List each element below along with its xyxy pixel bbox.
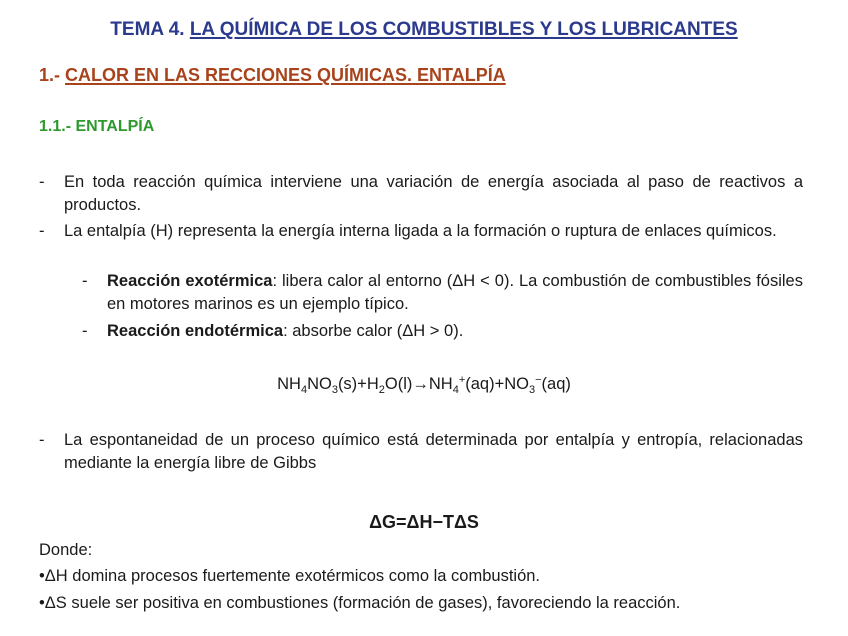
term-endothermic: Reacción endotérmica [107, 322, 284, 340]
bullet-text: La entalpía (H) representa la energía interna ligada a la formación o ruptura de enlaces químicos. [64, 222, 777, 240]
note-item: •ΔS suele ser positiva en combustiones (formación de gases), favoreciendo la reacción. [39, 594, 681, 612]
document-title [0, 19, 848, 41]
bullet-item [39, 171, 803, 216]
where-label: Donde: [39, 541, 93, 559]
bullet-item [39, 220, 803, 243]
chemical-equation: $NH_4NO_3(s)+H_2O(l)\to NH_4^+(aq)+NO_3^-(aq)$ [277, 374, 571, 396]
bullet-text: En toda reacción química interviene una variación de energía asociada al paso de reactivos a productos. [64, 173, 803, 214]
gibbs-equation: ΔG=ΔH−TΔS [369, 512, 479, 532]
sub-bullet-item [82, 270, 803, 315]
sub-bullet-item [82, 320, 803, 343]
bullet-dash: - [39, 173, 45, 191]
section-heading [39, 65, 506, 86]
title-prefix: TEMA 4. [110, 19, 185, 40]
bullet-item [39, 429, 803, 474]
term-exothermic: Reacción exotérmica [107, 272, 273, 290]
title-underlined: LA QUÍMICA DE LOS COMBUSTIBLES Y LOS LUBRICANTES [189, 19, 738, 40]
subsection-heading: 1.1.- ENTALPÍA [39, 118, 155, 135]
section-number: 1.- [39, 65, 61, 85]
note-item: •ΔH domina procesos fuertemente exotérmicos como la combustión. [39, 567, 541, 585]
bullet-text: : libera calor al entorno (ΔH < 0). La combustión de combustibles fósiles en motores marinos es un ejemplo típico. [107, 272, 803, 313]
bullet-dash: - [39, 222, 45, 240]
section-title: CALOR EN LAS RECCIONES QUÍMICAS. ENTALPÍA [65, 65, 506, 85]
bullet-text: : absorbe calor (ΔH > 0). [283, 322, 464, 340]
bullet-dash: - [82, 272, 88, 290]
bullet-dash: - [82, 322, 88, 340]
bullet-dash: - [39, 431, 45, 449]
bullet-text: La espontaneidad de un proceso químico está determinada por entalpía y entropía, relacionadas mediante la energía libre de Gibbs [64, 431, 803, 472]
